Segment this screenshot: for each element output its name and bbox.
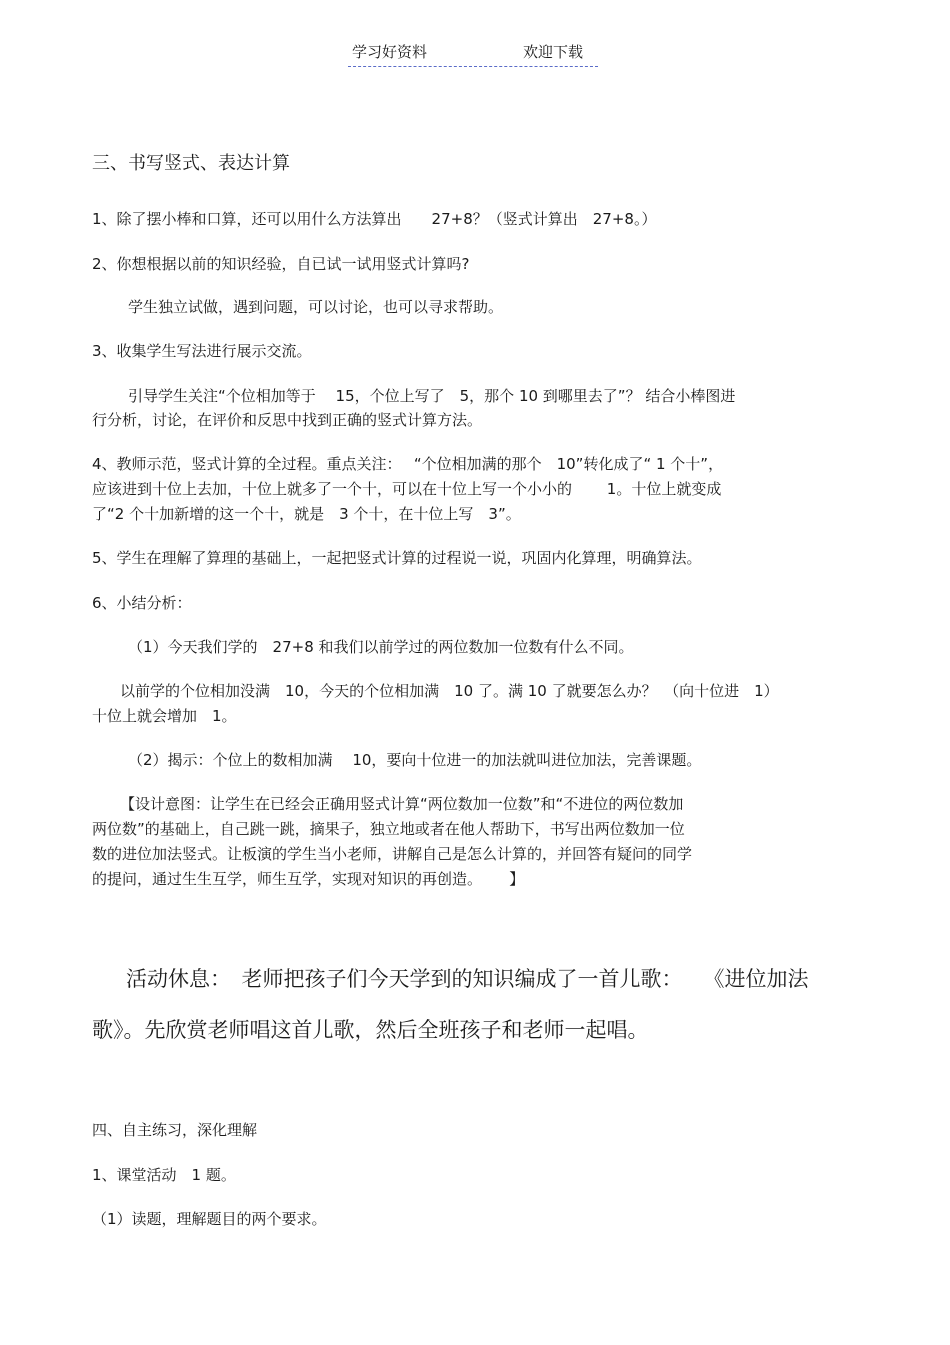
section-3-title: 三、书写竖式、表达计算	[92, 153, 290, 174]
section-3-item-6: 6、小结分析：	[92, 594, 192, 612]
section-3-item-3-note-line-2: 行分析，讨论，在评价和反思中找到正确的竖式计算方法。	[92, 411, 483, 429]
activity-break-line-1: 活动休息： 老师把孩子们今天学到的知识编成了一首儿歌： 《进位加法	[126, 967, 809, 991]
summary-answer-1-line-2: 十位上就会增加 1。	[92, 707, 237, 725]
design-intent-line-2: 两位数”的基础上，自己跳一跳，摘果子，独立地或者在他人帮助下，书写出两位数加一位	[92, 820, 685, 838]
section-3-item-5: 5、学生在理解了算理的基础上，一起把竖式计算的过程说一说，巩固内化算理，明确算法。	[92, 549, 702, 567]
section-3-item-4-line-2: 应该进到十位上去加，十位上就多了一个十，可以在十位上写一个小小的 1。十位上就变成	[92, 480, 722, 498]
activity-break-line-2: 歌》。先欣赏老师唱这首儿歌，然后全班孩子和老师一起唱。	[92, 1018, 649, 1042]
header-right-text: 欢迎下载	[523, 43, 584, 61]
design-intent-line-3: 数的进位加法竖式。让板演的学生当小老师，讲解自己是怎么计算的，并回答有疑问的同学	[92, 845, 693, 863]
section-4-item-1-sub-1: （1）读题，理解题目的两个要求。	[92, 1210, 327, 1228]
design-intent-line-4: 的提问，通过生生互学，师生互学，实现对知识的再创造。 】	[92, 870, 525, 888]
header-left-text: 学习好资料	[352, 43, 428, 61]
section-3-item-1: 1、除了摆小棒和口算，还可以用什么方法算出 27+8？（竖式计算出 27+8。）	[92, 210, 657, 228]
page-header	[348, 40, 598, 67]
summary-question-2: （2）揭示：个位上的数相加满 10，要向十位进一的加法就叫进位加法，完善课题。	[128, 751, 702, 769]
section-3-item-2: 2、你想根据以前的知识经验，自已试一试用竖式计算吗?	[92, 255, 470, 273]
design-intent-line-1: 【设计意图：让学生在已经会正确用竖式计算“两位数加一位数”和“不进位的两位数加	[120, 795, 684, 813]
section-4-item-1: 1、课堂活动 1 题。	[92, 1166, 236, 1184]
section-3-item-2-note: 学生独立试做，遇到问题，可以讨论，也可以寻求帮助。	[128, 298, 504, 316]
summary-answer-1-line-1: 以前学的个位相加没满 10，今天的个位相加满 10 了。满 10 了就要怎么办？ （向十位进 1）	[120, 682, 779, 700]
summary-question-1: （1）今天我们学的 27+8 和我们以前学过的两位数加一位数有什么不同。	[128, 638, 634, 656]
section-3-item-3-note-line-1: 引导学生关注“个位相加等于 15，个位上写了 5，那个 10 到哪里去了”？ 结合小棒图进	[128, 387, 736, 405]
section-3-item-4-line-3: 了“2 个十加新增的这一个十，就是 3 个十，在十位上写 3”。	[92, 505, 521, 523]
section-4-title: 四、自主练习，深化理解	[92, 1121, 258, 1139]
section-3-item-4-line-1: 4、教师示范，竖式计算的全过程。重点关注： “个位相加满的那个 10”转化成了“ 1 个十”，	[92, 455, 724, 473]
section-3-item-3: 3、收集学生写法进行展示交流。	[92, 342, 312, 360]
